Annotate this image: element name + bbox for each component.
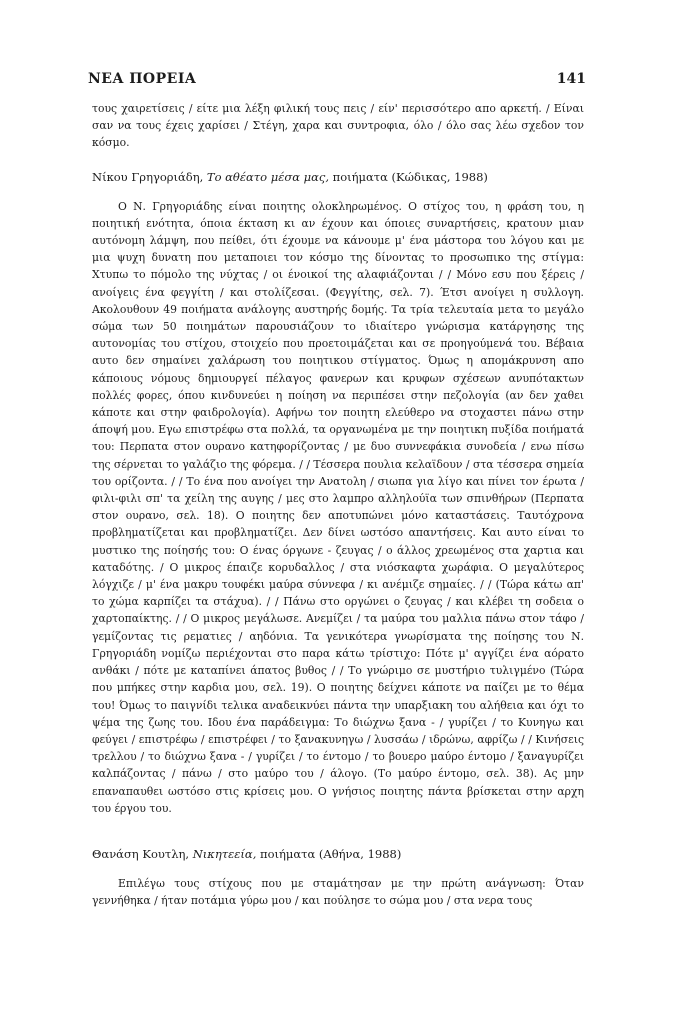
review-details: ποιήματα (Αθήνα, 1988)	[260, 846, 402, 861]
running-header	[88, 71, 586, 91]
review-heading-1	[92, 168, 584, 186]
review-author: Θανάση Κουτλη,	[92, 846, 190, 861]
review-body-1: Ο Ν. Γρηγοριάδης είναι ποιητης ολοκληρωμένος. Ο στίχος του, η φράση του, η ποιητική ενότητα, όποια έκταση κι αν έχουν και όποιες συναρτήσεις, κρατουν μιαν αυτόνομη λάμψη, που πείθει, ότι έχουμε να κάνουμε μ' ένα μάστορα του λόγου και με μια ψυχη δυνατη που μεταποιει τον κόσμο της δίνοντας το προσωπικο της στίγμα: Χτυπω το πόμολο της νύχτας / οι ένοικοί της αλαφιάζονται / / Μόνο εσυ που ξέρεις / ανοίγεις ένα φεγγίτη / και στολίζεσαι. (Φεγγίτης, σελ. 7). Έτσι ανοίγει η συλλογη. Ακολουθουν 49 ποιήματα ανάλογης αυστηρής δομής. Τα τρία τελευταία μετα το μεγάλο σώμα των 50 ποιημάτων παρουσιάζουν το ιδιαίτερο γνώρισμα κατάργησης της αυτονομίας του στίχου, στοιχείο που προετοιμάζεται και σε προηγούμενά του. Βέβαια αυτο δεν σημαίνει χαλάρωση του ποιητικου στίγματος. Όμως η απομάκρυνση απο κάποιους νόμους δημιουργεί πέλαγος φανερων και κρυφων σχέσεων ανυπότακτων πολλές φορες, όπου κινδυνεύει η ποίηση να περιπέσει στην πεζολογία (αν δεν χαθει κάποτε και στην φαιδρολογία). Αφήνω τον ποιητη ελεύθερο να στοχαστει πάνω στην άποψή μου. Εγω επιστρέφω στα πολλά, τα οργανωμένα με την ποιητικη πυξίδα ποιήματά του: Περπατα στον ουρανο κατηφορίζοντας / με δυο συννεφάκια συνοδεία / ενω πίσω της σέρνεται το γαλάζιο της φόρεμα. / / Τέσσερα πουλια κελαϊδουν / στα τέσσερα σημεία του ορίζοντα. / / Το ένα που ανοίγει την Ανατολη / σιωπα για λίγο και πίνει τον έρωτα / φιλι-φιλι σπ' τα χείλη της αυγης / μες στο λαμπρο αλληλούϊα των σπινθήρων (Περπατα στον ουρανο, σελ. 18). Ο ποιητης δεν αποτυπώνει μόνο καταστάσεις. Ταυτόχρονα προβληματίζεται και προβληματίζει. Δεν δίνει ωστόσο απαντήσεις. Και αυτο είναι το μυστικο της ποίησής του: Ο ένας όργωνε - ζευγας / ο άλλος χρεωμένος στα χαρτια και καταδότης. / Ο μικρος έπαιζε κορυδαλλος / στα νιόσκαφτα χωράφια. Ο μεγαλύτερος λόγχιζε / μ' ένα μακρυ τουφέκι μαύρα σύννεφα / κι ανέμιζε σημαίες. / / (Τώρα κάτω απ' το χώμα καρπίζει τα στάχυα). / / Πάνω στο οργώνει ο ζευγας / και κλέβει τη σοδεια ο χαρτοπαίκτης. / / Ο μικρος μεγάλωσε. Ανεμίζει / τα μαύρα του μαλλια πάνω στον τάφο / γεμίζοντας τις ρεματιες / αηδόνια. Τα γενικότερα γνωρίσματα της ποίησης του Ν. Γρηγοριάδη νομίζω περιέχονται στο παρα κάτω τρίστιχο: Πότε μ' αγγίζει ένα αόρατο ανθάκι / πότε με καταπίνει άπατος βυθος / / Το γνώριμο σε μυστήριο τυλιγμένο (Τώρα που μπήκες στην καρδια μου, σελ. 19). Ο ποιητης δείχνει κάποτε να παίζει με το θέμα του! Όμως το παιγνίδι τελικα αναδεικνύει πάντα την υπαρξιακη του αλήθεια και όχι το ψέμα της ζωης του. Ιδου ένα παράδειγμα: Το διώχνω ξανα - / γυρίζει / το Κυνηγω και φεύγει / επιστρέφω / επιστρέφει / το ξανακυνηγω / λυσσάω / ιδρώνω, αφρίζω / / Κινήσεις τρελλου / το διώχνω ξανα - / γυρίζει / το έντομο / το βουερο μαύρο έντομο / ξαναγυρίζει καλπάζοντας / πάνω / στο μαύρο του / άλογο. (Το μαύρο έντομο, σελ. 38). Ας μην επαναπαυθει ωστόσο στις κρίσεις μου. Ο γνήσιος ποιητης πάντα βρίσκεται στην αρχη του έργου του.	[92, 199, 584, 815]
review-details: ποιήματα (Κώδικας, 1988)	[332, 169, 488, 184]
body-text	[92, 100, 584, 909]
continuation-paragraph: τους χαιρετίσεις / είτε μια λέξη φιλική τους πεις / είν' περισσότερο απο αρκετή. / Είναι σαν να τους έχεις χαρίσει / Στέγη, χαρα και συντροφια, όλο / όλο σας λέω σχεδον τον κόσμο.	[92, 102, 584, 150]
review-author: Νίκου Γρηγοριάδη,	[92, 169, 204, 184]
review-body-2: Επιλέγω τους στίχους που με σταμάτησαν με την πρώτη ανάγνωση: Όταν γεννήθηκα / ήταν ποτάμια γύρω μου / και πούλησε το σώμα μου / στα νερα τους	[92, 876, 584, 908]
review-title: Το αθέατο μέσα μας,	[206, 169, 329, 184]
review-title: Νικητεεία,	[192, 846, 257, 861]
review-heading-2	[92, 845, 584, 863]
journal-name: ΝΕΑ ΠΟΡΕΙΑ	[88, 71, 197, 87]
page-number: 141	[556, 71, 586, 87]
